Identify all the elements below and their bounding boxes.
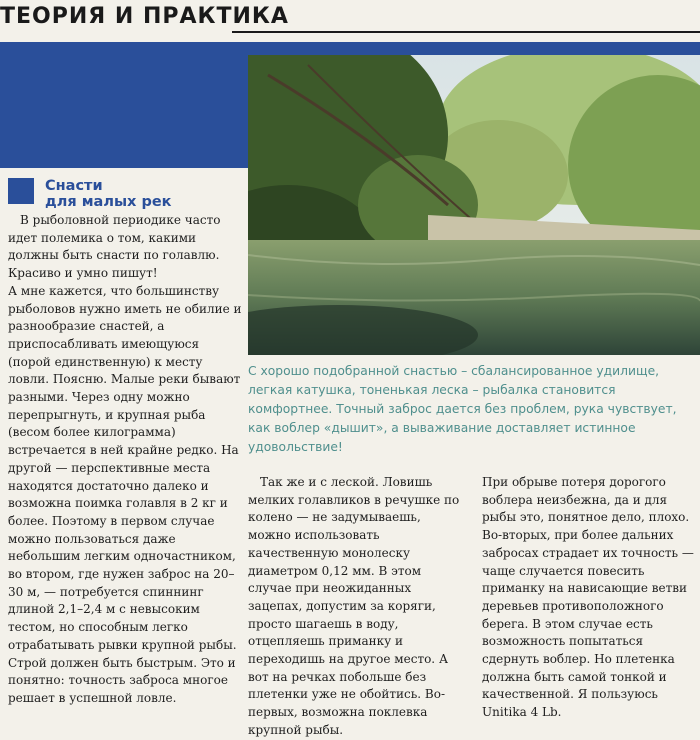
- photo-caption: С хорошо подобранной снастью – сбалансированное удилище, легкая катушка, тоненькая леска – рыбалка становится комфортнее. Точный заброс дается без проблем, рука чувствует, как воблер «дышит», а вываживание доставляет истинное удовольствие!: [248, 364, 677, 454]
- river-photo: [248, 55, 700, 355]
- section-marker-square: [8, 178, 34, 204]
- column-2-paragraph: Так же и с леской. Ловишь мелких голавликов в речушке по колено — не задумываешь, можно использовать качественную монолеску диаметром 0,12 мм. В этом случае при неожиданных зацепах, допустим за коряги, просто шагаешь в воду, отцепляешь приманку и переходишь на другое место. А вот на речках побольше без плетенки уже не обойтись. Во-первых, возможна поклевка крупной рыбы.: [248, 475, 460, 737]
- column-3-paragraph: При обрыве потеря дорогого воблера неизбежна, да и для рыбы это, понятное дело, плохо. Во-вторых, при более дальних забросах страдает их точность — чаще случается повесить приманку на нависающие ветви деревьев противоположного берега. В этом случае есть возможность попытаться сдернуть воблер. Но плетенка должна быть самой тонкой и качественной. Я пользуюсь Unitika 4 Lb.: [482, 475, 694, 720]
- column-1-paragraph-1: В рыболовной периодике часто идет полемика о том, какими должны быть снасти по голавлю. Красиво и умно пишут!: [8, 213, 221, 281]
- header-rule: [232, 31, 700, 33]
- section-title-line-2: для малых рек: [45, 194, 172, 210]
- article-column-3: [482, 474, 696, 722]
- column-1-paragraph-2: А мне кажется, что большинству рыболовов нужно иметь не обилие и разнообразие снастей, а приспосабливать имеющуюся (порой единственную) к месту ловли. Поясню. Малые реки бывают разными. Через одну можно перепрыгнуть, и крупная рыба (весом более килограмма) встречается в ней крайне редко. На другой — перспективные места находятся достаточно далеко и возможна поимка голавля в 2 кг и более. Поэтому в первом случае можно пользоваться даже небольшим легким одночастником, во втором, где нужен заброс на 20–30 м, — потребуется спиннинг длиной 2,1–2,4 м с невысоким тестом, но способным легко отрабатывать рывки крупной рыбы. Строй должен быть быстрым. Это и понятно: точность заброса многое решает в успешной ловле.: [8, 283, 242, 705]
- article-column-2: [248, 474, 466, 740]
- article-column-1: [8, 212, 242, 708]
- section-header-title: ТЕОРИЯ И ПРАКТИКА: [0, 4, 289, 29]
- section-title: [45, 178, 245, 210]
- river-photo-illustration: [248, 55, 700, 355]
- section-title-line-1: Снасти: [45, 178, 103, 194]
